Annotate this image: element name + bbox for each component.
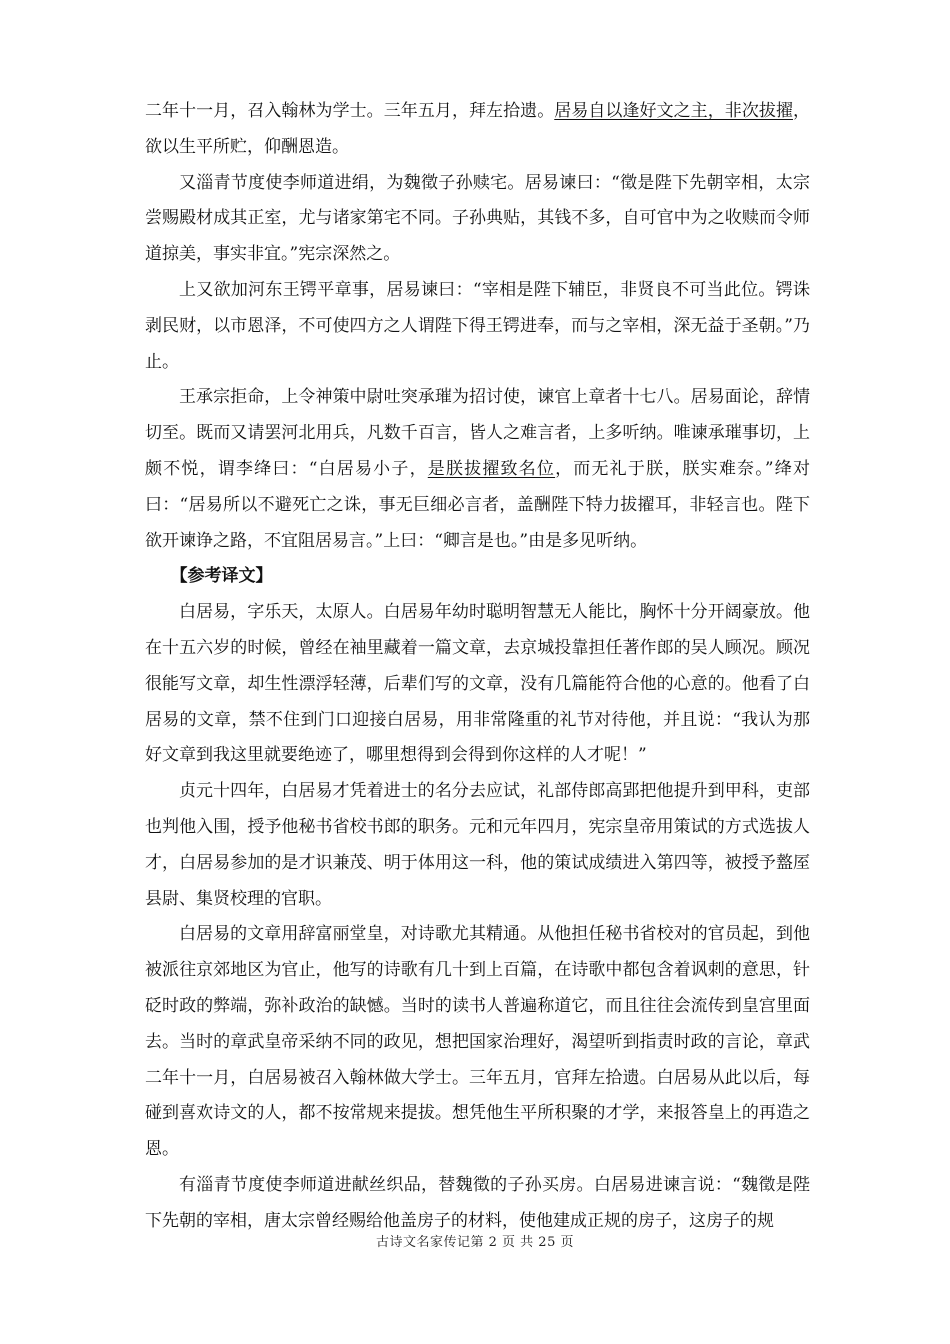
translation-heading: 【参考译文】 [170,566,273,587]
text-run: ，而无礼于朕，朕实难奈。”绛对曰：“居易所以不避死亡之诛，事无巨细必言者，盖酬陛下特力拔擢耳，非轻言也。陛下欲开谏诤之路，不宜阻居易言。”上曰：“卿言是也。”由是多见听纳。 [145,458,810,551]
original-paragraph-4 [145,380,810,559]
page-footer: 古诗文名家传记第 2 页 共 25 页 [376,1235,574,1250]
underlined-phrase: 是朕拔擢致名位 [427,458,556,479]
translation-paragraph-1: 白居易，字乐天，太原人。白居易年幼时聪明智慧无人能比，胸怀十分开阔豪放。他在十五六岁的时候，曾经在袖里藏着一篇文章，去京城投靠担任著作郎的吴人顾况。顾况很能写文章，却生性漂浮轻薄，后辈们写的文章，没有几篇能符合他的心意的。他看了白居易的文章，禁不住到门口迎接白居易，用非常隆重的礼节对待他，并且说：“我认为那好文章到我这里就要绝迹了，哪里想得到会得到你这样的人才呢！” [145,602,810,766]
text-run: 王承宗拒命，上令神策中尉吐突承璀为招讨使，谏官上章者十七八。居易面论，辞情切至。既而又请罢河北用兵，凡数千百言，皆人之难言者，上多听纳。唯谏承璀事切，上颇不悦，谓李绛曰：“白居易小子， [145,387,810,479]
underlined-phrase: 居易自以逢好文之主，非次拔擢 [554,101,794,121]
original-paragraph-3: 上又欲加河东王锷平章事，居易谏曰：“宰相是陛下辅臣，非贤良不可当此位。锷诛剥民财，以市恩泽，不可使四方之人谓陛下得王锷进奉，而与之宰相，深无益于圣朝。”乃止。 [145,279,810,372]
text-run: 二年十一月，召入翰林为学士。三年五月，拜左拾遗。 [145,101,555,121]
translation-paragraph-3: 白居易的文章用辞富丽堂皇，对诗歌尤其精通。从他担任秘书省校对的官员起，到他被派往京郊地区为官止，他写的诗歌有几十到上百篇，在诗歌中都包含着讽刺的意思，针砭时政的弊端，弥补政治的缺憾。当时的读书人普遍称道它，而且往往会流传到皇宫里面去。当时的章武皇帝采纳不同的政见，想把国家治理好，渴望听到指责时政的言论，章武二年十一月，白居易被召入翰林做大学士。三年五月，官拜左拾遗。白居易从此以后，每碰到喜欢诗文的人，都不按常规来提拔。想凭他生平所积聚的才学，来报答皇上的再造之恩。 [145,924,810,1160]
original-paragraph-1 [145,94,810,166]
body-text [145,94,810,1240]
translation-paragraph-4: 有淄青节度使李师道进献丝织品，替魏徵的子孙买房。白居易进谏言说：“魏徵是陛下先朝的宰相，唐太宗曾经赐给他盖房子的材料，使他建成正规的房子，这房子的规 [145,1174,810,1231]
text-run: ，欲以生平所贮，仰酬恩造。 [145,101,811,157]
translation-paragraph-2: 贞元十四年，白居易才凭着进士的名分去应试，礼部侍郎高郢把他提升到甲科，吏部也判他入围，授予他秘书省校书郎的职务。元和元年四月，宪宗皇帝用策试的方式选拔人才，白居易参加的是才识兼茂、明于体用这一科，他的策试成绩进入第四等，被授予盩厔县尉、集贤校理的官职。 [145,781,810,909]
original-paragraph-2: 又淄青节度使李师道进绢，为魏徵子孙赎宅。居易谏曰：“徵是陛下先朝宰相，太宗尝赐殿材成其正室，尤与诸家第宅不同。子孙典贴，其钱不多，自可官中为之收赎而令师道掠美，事实非宜。”宪宗深然之。 [145,172,810,265]
